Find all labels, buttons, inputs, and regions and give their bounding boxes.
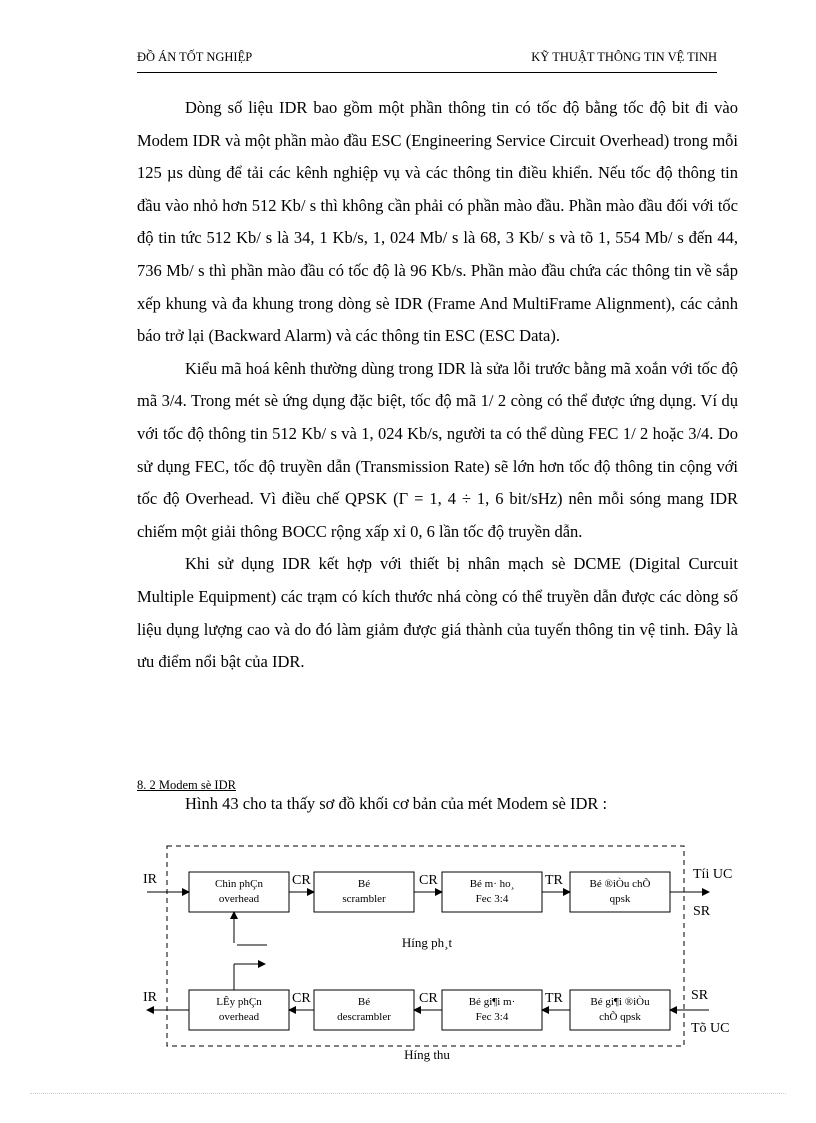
tx-block-2-line1: Bé <box>357 878 371 890</box>
rx-block-3-line2: Fec 3:4 <box>475 1011 509 1023</box>
tx-label-tr: TR <box>545 873 563 888</box>
header-left: ĐỒ ÁN TỐT NGHIỆP <box>137 50 253 64</box>
rx-block-1-line2: overhead <box>218 1011 260 1023</box>
rx-label-sr: SR <box>691 988 709 1003</box>
tx-block-1-line1: Chìn phÇn <box>215 878 263 890</box>
tx-block-4-line1: Bé ®iÒu chÕ <box>589 878 651 890</box>
rx-block-1-line1: LÊy phÇn <box>216 996 262 1008</box>
rx-label-cr2: CR <box>419 991 438 1006</box>
tx-label-ir: IR <box>143 872 157 887</box>
tx-block-1-line2: overhead <box>218 893 260 905</box>
rx-direction-label: Híng thu <box>404 1047 450 1062</box>
rx-label-tr: TR <box>545 991 563 1006</box>
tx-block-3-line2: Fec 3:4 <box>475 893 509 905</box>
figure-intro: Hình 43 cho ta thấy sơ đồ khối cơ bản của mét Modem sè IDR : <box>185 794 608 813</box>
rx-block-2-line2: descrambler <box>337 1011 391 1023</box>
idr-modem-block-diagram <box>137 840 747 1065</box>
tx-direction-label: Híng ph¸t <box>401 935 453 950</box>
page-header <box>137 50 717 73</box>
page-bottom-divider <box>30 1093 786 1094</box>
tx-block-3-line1: Bé m· ho¸ <box>469 878 515 890</box>
paragraph-2: Kiểu mã hoá kênh thường dùng trong IDR là sửa lỗi trước bằng mã xoắn với tốc độ mã 3/4. Trong mét sè ứng dụng đặc biệt, tốc độ mã 1/ 2 còng có thể được ứng dụng. Ví dụ với tốc độ thông tin 512 Kb/ s và 1, 024 Kb/s, người ta có thể dùng FEC 1/ 2 hoặc 3/4. Do sử dụng FEC, tốc độ truyền dẫn (Transmission Rate) sẽ lớn hơn tốc độ thông tin cộng với tốc độ Overhead. Vì điều chế QPSK (Γ = 1, 4 ÷ 1, 6 bit/sHz) nên mỗi sóng mang IDR chiếm một giải thông BOCC rộng xấp xỉ 0, 6 lần tốc độ truyền dẫn. <box>137 358 738 541</box>
rx-block-2-line1: Bé <box>357 996 371 1008</box>
rx-block-4-line1: Bé gi¶i ®iÒu <box>590 996 650 1008</box>
tx-block-4-line2: qpsk <box>609 893 631 905</box>
tx-label-output: Tíi UC <box>693 867 733 882</box>
section-title: 8. 2 Modem sè IDR <box>137 778 236 792</box>
rx-block-3-line1: Bé gi¶i m· <box>468 996 516 1008</box>
rx-label-cr1: CR <box>292 991 311 1006</box>
rx-block-4-line2: chÕ qpsk <box>599 1011 641 1023</box>
paragraph-1: Dòng số liệu IDR bao gồm một phần thông tin có tốc độ bằng tốc độ bit đi vào Modem IDR và một phần mào đầu ESC (Engineering Service Circuit Overhead) trong mỗi 125 µs dùng để tải các kênh nghiệp vụ và các thông tin điều khiển. Nếu tốc độ thông tin đầu vào nhỏ hơn 512 Kb/ s thì không cần phải có phần mào đầu. Phần mào đầu đối với tốc độ tin tức 512 Kb/ s là 34, 1 Kb/s, 1, 024 Mb/ s là 68, 3 Kb/ s và tõ 1, 554 Mb/ s đến 44, 736 Mb/ s thì phần mào đầu có tốc độ là 96 Kb/s. Phần mào đầu chứa các thông tin về sắp xếp khung và đa khung trong dòng sè IDR (Frame And MultiFrame Alignment), các cảnh báo trở lại (Backward Alarm) và các thông tin ESC (ESC Data). <box>137 98 738 346</box>
tx-label-sr: SR <box>693 904 711 919</box>
paragraph-3: Khi sử dụng IDR kết hợp với thiết bị nhân mạch sè DCME (Digital Curcuit Multiple Equipment) các trạm có kích thước nhá còng có thể truyền dẫn được các dòng số liệu dụng lượng cao và do đó làm giảm được giá thành của tuyến thông tin vệ tinh. Đây là ưu điểm nổi bật của IDR. <box>137 554 738 672</box>
rx-label-input: Tõ UC <box>691 1021 730 1036</box>
body-text <box>137 92 738 679</box>
tx-label-cr2: CR <box>419 873 438 888</box>
header-right: KỸ THUẬT THÔNG TIN VỆ TINH <box>531 50 717 64</box>
rx-label-ir: IR <box>143 990 157 1005</box>
tx-block-2-line2: scrambler <box>342 893 386 905</box>
tx-label-cr1: CR <box>292 873 311 888</box>
